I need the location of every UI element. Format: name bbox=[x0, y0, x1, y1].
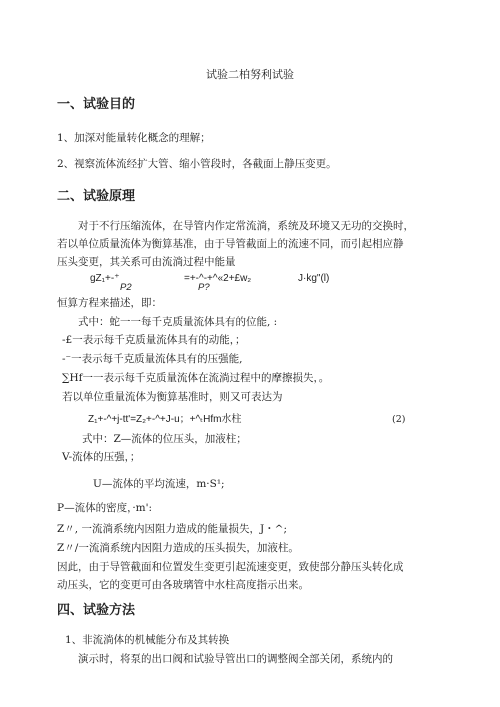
equation-1-middle: =+-^-+^«2+£w₂ bbox=[184, 273, 252, 284]
heading-principle: 二、试验原理 bbox=[57, 189, 136, 204]
document-title: 试验二柏努利试验 bbox=[206, 68, 294, 81]
heading-objective: 一、试验目的 bbox=[57, 97, 136, 112]
objective-item-2: 2、视察流体流经扩大管、缩小管段时，各截面上静压变更。 bbox=[57, 158, 337, 170]
definition-velocity: U—流体的平均流速，m·S¹; bbox=[93, 478, 225, 490]
principle-conclusion-line-2: 动压头，它的变更可由各玻璃管中水柱高度指示出来。 bbox=[57, 579, 309, 591]
principle-after-equation-1: 恒算方程来描述，即： bbox=[57, 297, 162, 309]
equation-1-left: gZ₁+-⁺ bbox=[90, 273, 120, 284]
equation-1-left-sub: P2 bbox=[120, 282, 132, 293]
method-item-1: 1、非流淌体的机械能分布及其转换 bbox=[65, 634, 230, 646]
equation-1-unit: J·kg"(l) bbox=[298, 273, 330, 284]
principle-weight-basis-text: 若以单位重量流体为衡算基准时，则又可表达为 bbox=[62, 391, 283, 403]
method-item-1-text: 演示时，将泵的出口阀和试验导管出口的调整阀全部关闭，系统内的 bbox=[78, 653, 393, 665]
definition-head-loss: Z〃/一流淌系统内因阻力造成的压头损失，加液柱。 bbox=[57, 542, 299, 554]
objective-item-1: 1、加深对能量转化概念的理解； bbox=[57, 132, 211, 144]
principle-conclusion-line-1: 因此，由于导管截面和位置发生变更引起流速变更，致使部分静压头转化成 bbox=[57, 561, 404, 573]
definition-pressure-energy: -⁻一表示每千克质量流体具有的压强能, bbox=[62, 353, 243, 365]
principle-para-line-1: 对于不行压缩流体，在导管内作定常流淌，系统及环境又无功的交换时， bbox=[78, 220, 414, 232]
definition-kinetic-energy: -£一表示每千克质量流体具有的动能，； bbox=[62, 334, 246, 346]
equation-2: Z₁+-^+j-tt'=Z₂+-^+J-u；+^ₜHfm水柱 bbox=[88, 414, 242, 425]
definition-friction-loss: ∑Hf一一表示每千克质量流体在流淌过程中的摩擦损失，。 bbox=[62, 372, 330, 384]
heading-method: 四、试验方法 bbox=[57, 603, 136, 618]
definition-elevation-head: 式中：Z—流体的位压头，加液柱； bbox=[82, 433, 247, 445]
definition-density: P—流体的密度，·m': bbox=[57, 502, 153, 514]
definition-pressure: V-流体的压强，； bbox=[62, 451, 141, 463]
principle-para-line-2: 若以单位质量流体为衡算基准，由于导管截面上的流速不同，而引起相应静 bbox=[57, 238, 404, 250]
definition-energy-loss: Z〃, 一流淌系统内因阻力造成的能量损失，J・^; bbox=[57, 523, 288, 535]
equation-1-middle-sub: P? bbox=[198, 282, 210, 293]
principle-para-line-3: 压头变更，其关系可由流淌过程中能量 bbox=[57, 256, 236, 268]
definition-potential-energy: 式中：蛇一一每千克质量流体具有的位能, : bbox=[78, 316, 278, 328]
equation-2-number: (2) bbox=[392, 414, 406, 425]
